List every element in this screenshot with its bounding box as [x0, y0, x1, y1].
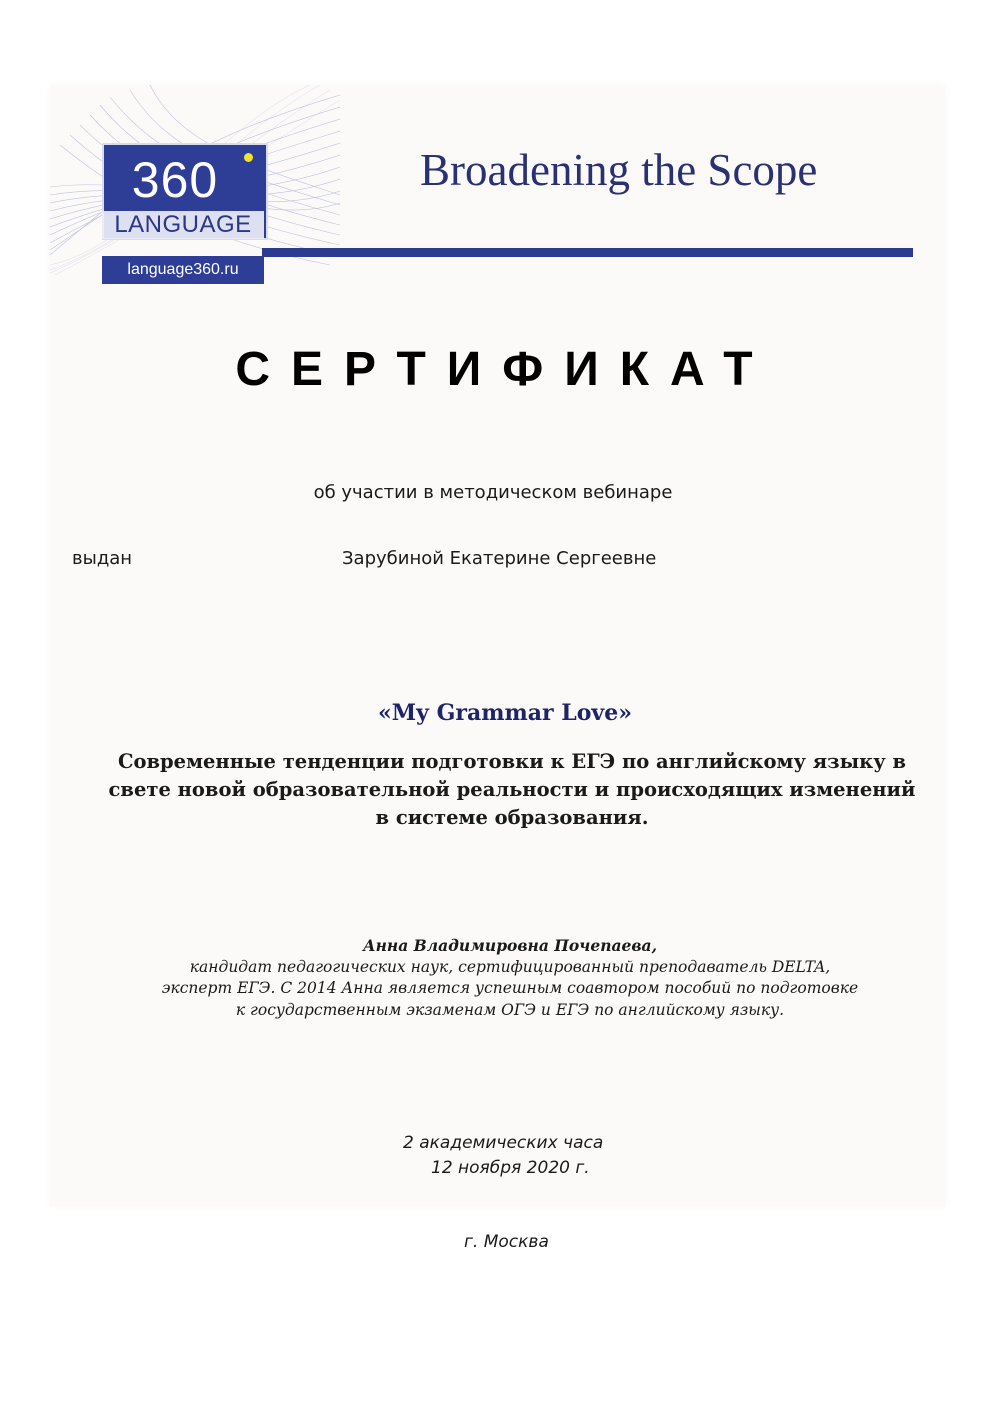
webinar-topic	[100, 748, 924, 832]
lecturer-name: Анна Владимировна Почепаева,	[362, 936, 657, 955]
logo-dot-icon	[244, 153, 253, 162]
issued-label: выдан	[72, 548, 133, 569]
logo-language-word: LANGUAGE	[102, 211, 264, 239]
lecturer-line: эксперт ЕГЭ. С 2014 Анна является успешным соавтором пособий по подготовке	[161, 979, 859, 997]
header-tagline: Broadening the Scope	[420, 145, 818, 195]
certificate-date: 12 ноября 2020 г.	[431, 1158, 590, 1178]
certificate-subtitle: об участии в методическом вебинаре	[313, 482, 673, 503]
certificate-title: СЕРТИФИКАТ	[235, 343, 774, 396]
lecturer-line: кандидат педагогических наук, сертифицированный преподаватель DELTA,	[189, 957, 831, 976]
topic-line: Современные тенденции подготовки к ЕГЭ по английскому языку в	[117, 750, 907, 773]
duration-hours: 2 академических часа	[403, 1133, 604, 1153]
topic-line: свете новой образовательной реальности и происходящих изменений	[108, 778, 916, 801]
lecturer-block	[100, 935, 920, 1021]
certificate-city: г. Москва	[464, 1232, 549, 1252]
logo-url: language360.ru	[102, 256, 264, 284]
topic-line: в системе образования.	[375, 806, 649, 829]
lecturer-line: к государственным экзаменам ОГЭ и ЕГЭ по английскому языку.	[235, 1000, 785, 1019]
webinar-name: «My Grammar Love»	[378, 700, 632, 726]
logo-number: 360	[131, 152, 219, 208]
header-divider-bar	[262, 248, 913, 257]
recipient-name: Зарубиной Екатерине Сергеевне	[342, 548, 657, 569]
